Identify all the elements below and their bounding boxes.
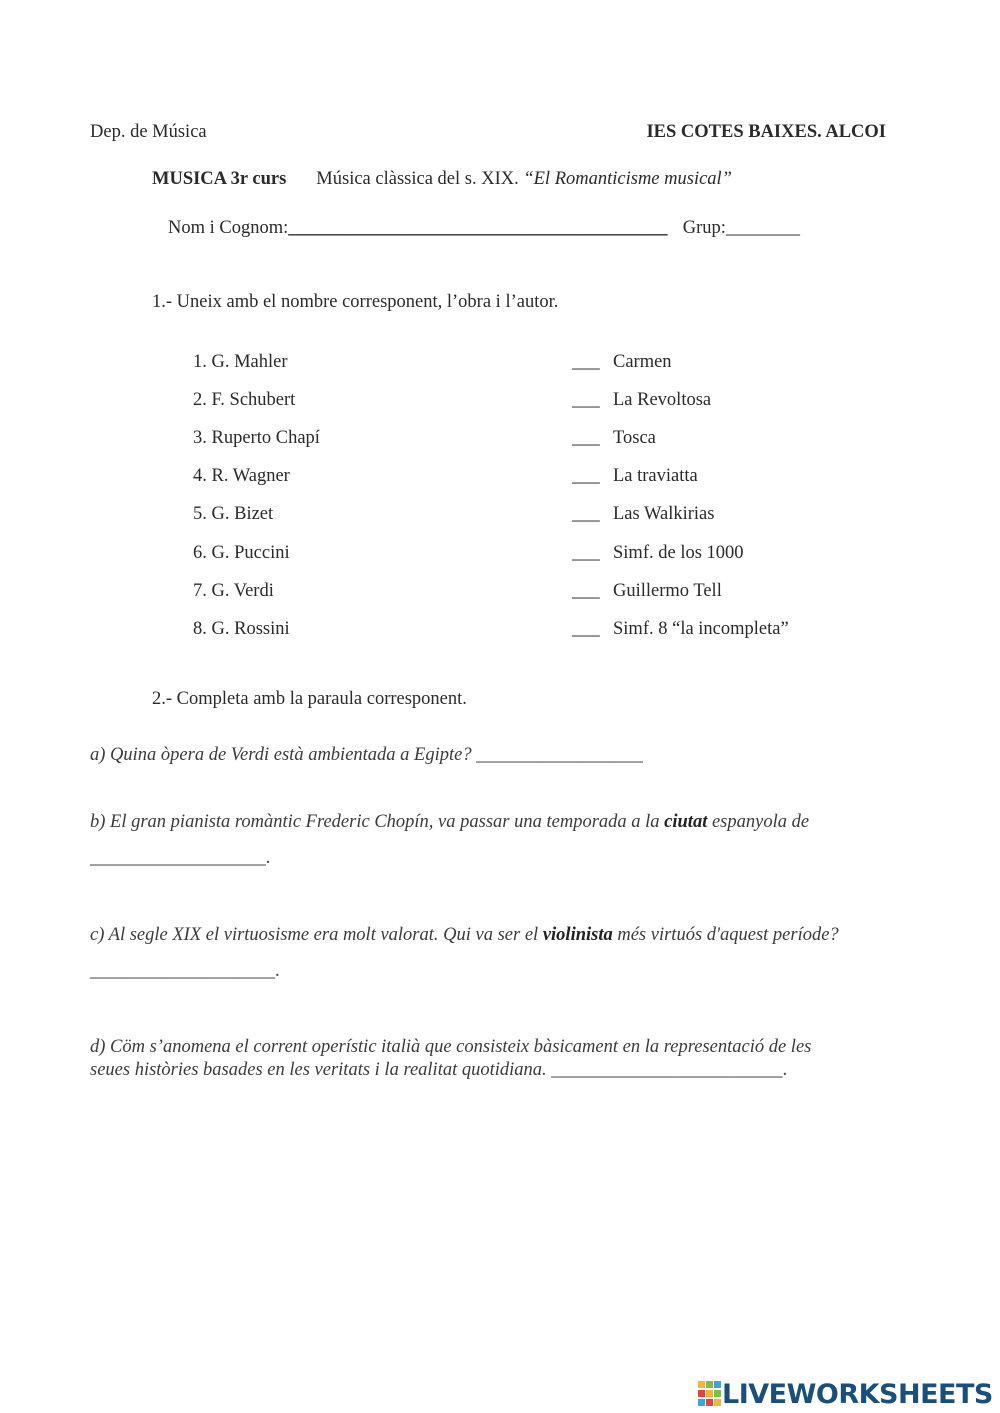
question-b-keyword: ciutat <box>664 812 708 832</box>
answer-blank[interactable]: ___ <box>572 352 600 372</box>
author-item: 3. Ruperto Chapí <box>193 428 320 448</box>
group-label: Grup: <box>682 218 726 238</box>
question-b <box>90 812 809 833</box>
subject-line <box>152 169 732 190</box>
work-item: La Revoltosa <box>613 390 712 410</box>
question-a-text: a) Quina òpera de Verdi està ambientada a Egipte? <box>90 745 472 765</box>
author-item: 1. G. Mahler <box>193 352 288 372</box>
group-field[interactable]: ________ <box>725 218 800 238</box>
question-d-blank[interactable]: _________________________. <box>551 1060 788 1080</box>
answer-blank[interactable]: ___ <box>572 390 600 410</box>
work-item: Simf. 8 “la incompleta” <box>613 619 789 639</box>
author-item: 5. G. Bizet <box>193 504 274 524</box>
work-item: La traviatta <box>613 466 698 486</box>
question-a <box>90 745 643 766</box>
question-c-keyword: violinista <box>542 925 613 945</box>
question-d-line1: d) Cöm s’anomena el corrent operístic italià que consisteix bàsicament en la representació de les <box>90 1037 812 1057</box>
work-item: Carmen <box>613 352 672 372</box>
question-b-text: b) El gran pianista romàntic Frederic Chopín, va passar una temporada a la <box>90 812 660 832</box>
liveworksheets-logo-icon <box>698 1381 722 1407</box>
author-item: 8. G. Rossini <box>193 619 290 639</box>
topic-quote: “El Romanticisme musical” <box>523 169 732 189</box>
work-item: Guillermo Tell <box>613 581 722 601</box>
author-item: 7. G. Verdi <box>193 581 274 601</box>
answer-blank[interactable]: ___ <box>572 504 600 524</box>
question-c-blank[interactable]: ____________________. <box>90 961 280 981</box>
answer-blank[interactable]: ___ <box>572 619 600 639</box>
exercise1-title: 1.- Uneix amb el nombre corresponent, l’obra i l’autor. <box>152 292 559 312</box>
exercise2-title: 2.- Completa amb la paraula corresponent. <box>152 689 467 709</box>
question-c-text: c) Al segle XIX el virtuosisme era molt valorat. Qui va ser el <box>90 925 539 945</box>
name-field[interactable]: _________________________________________ <box>288 218 668 238</box>
question-c-text-end: més virtuós d'aquest període? <box>617 925 839 945</box>
work-item: Tosca <box>613 428 656 448</box>
school-name: IES COTES BAIXES. ALCOI <box>646 122 886 142</box>
author-item: 4. R. Wagner <box>193 466 290 486</box>
question-d-line2 <box>90 1060 787 1081</box>
answer-blank[interactable]: ___ <box>572 466 600 486</box>
liveworksheets-wordmark: LIVEWORKSHEETS <box>722 1378 993 1410</box>
question-b-text-end: espanyola de <box>711 812 810 832</box>
answer-blank[interactable]: ___ <box>572 543 600 563</box>
work-item: Simf. de los 1000 <box>613 543 744 563</box>
author-item: 6. G. Puccini <box>193 543 290 563</box>
liveworksheets-logo <box>698 1378 993 1410</box>
name-label: Nom i Cognom: <box>168 218 289 238</box>
question-d-text: seues històries basades en les veritats i la realitat quotidiana. <box>90 1060 547 1080</box>
author-item: 2. F. Schubert <box>193 390 296 410</box>
question-b-blank[interactable]: ___________________. <box>90 848 271 868</box>
question-a-blank[interactable]: __________________ <box>476 745 643 765</box>
student-line <box>168 218 800 239</box>
answer-blank[interactable]: ___ <box>572 428 600 448</box>
topic-label: Música clàssica del s. XIX. <box>316 169 519 189</box>
question-c <box>90 925 839 946</box>
answer-blank[interactable]: ___ <box>572 581 600 601</box>
work-item: Las Walkirias <box>613 504 715 524</box>
course-label: MUSICA 3r curs <box>152 169 287 189</box>
department-label: Dep. de Música <box>90 122 207 142</box>
